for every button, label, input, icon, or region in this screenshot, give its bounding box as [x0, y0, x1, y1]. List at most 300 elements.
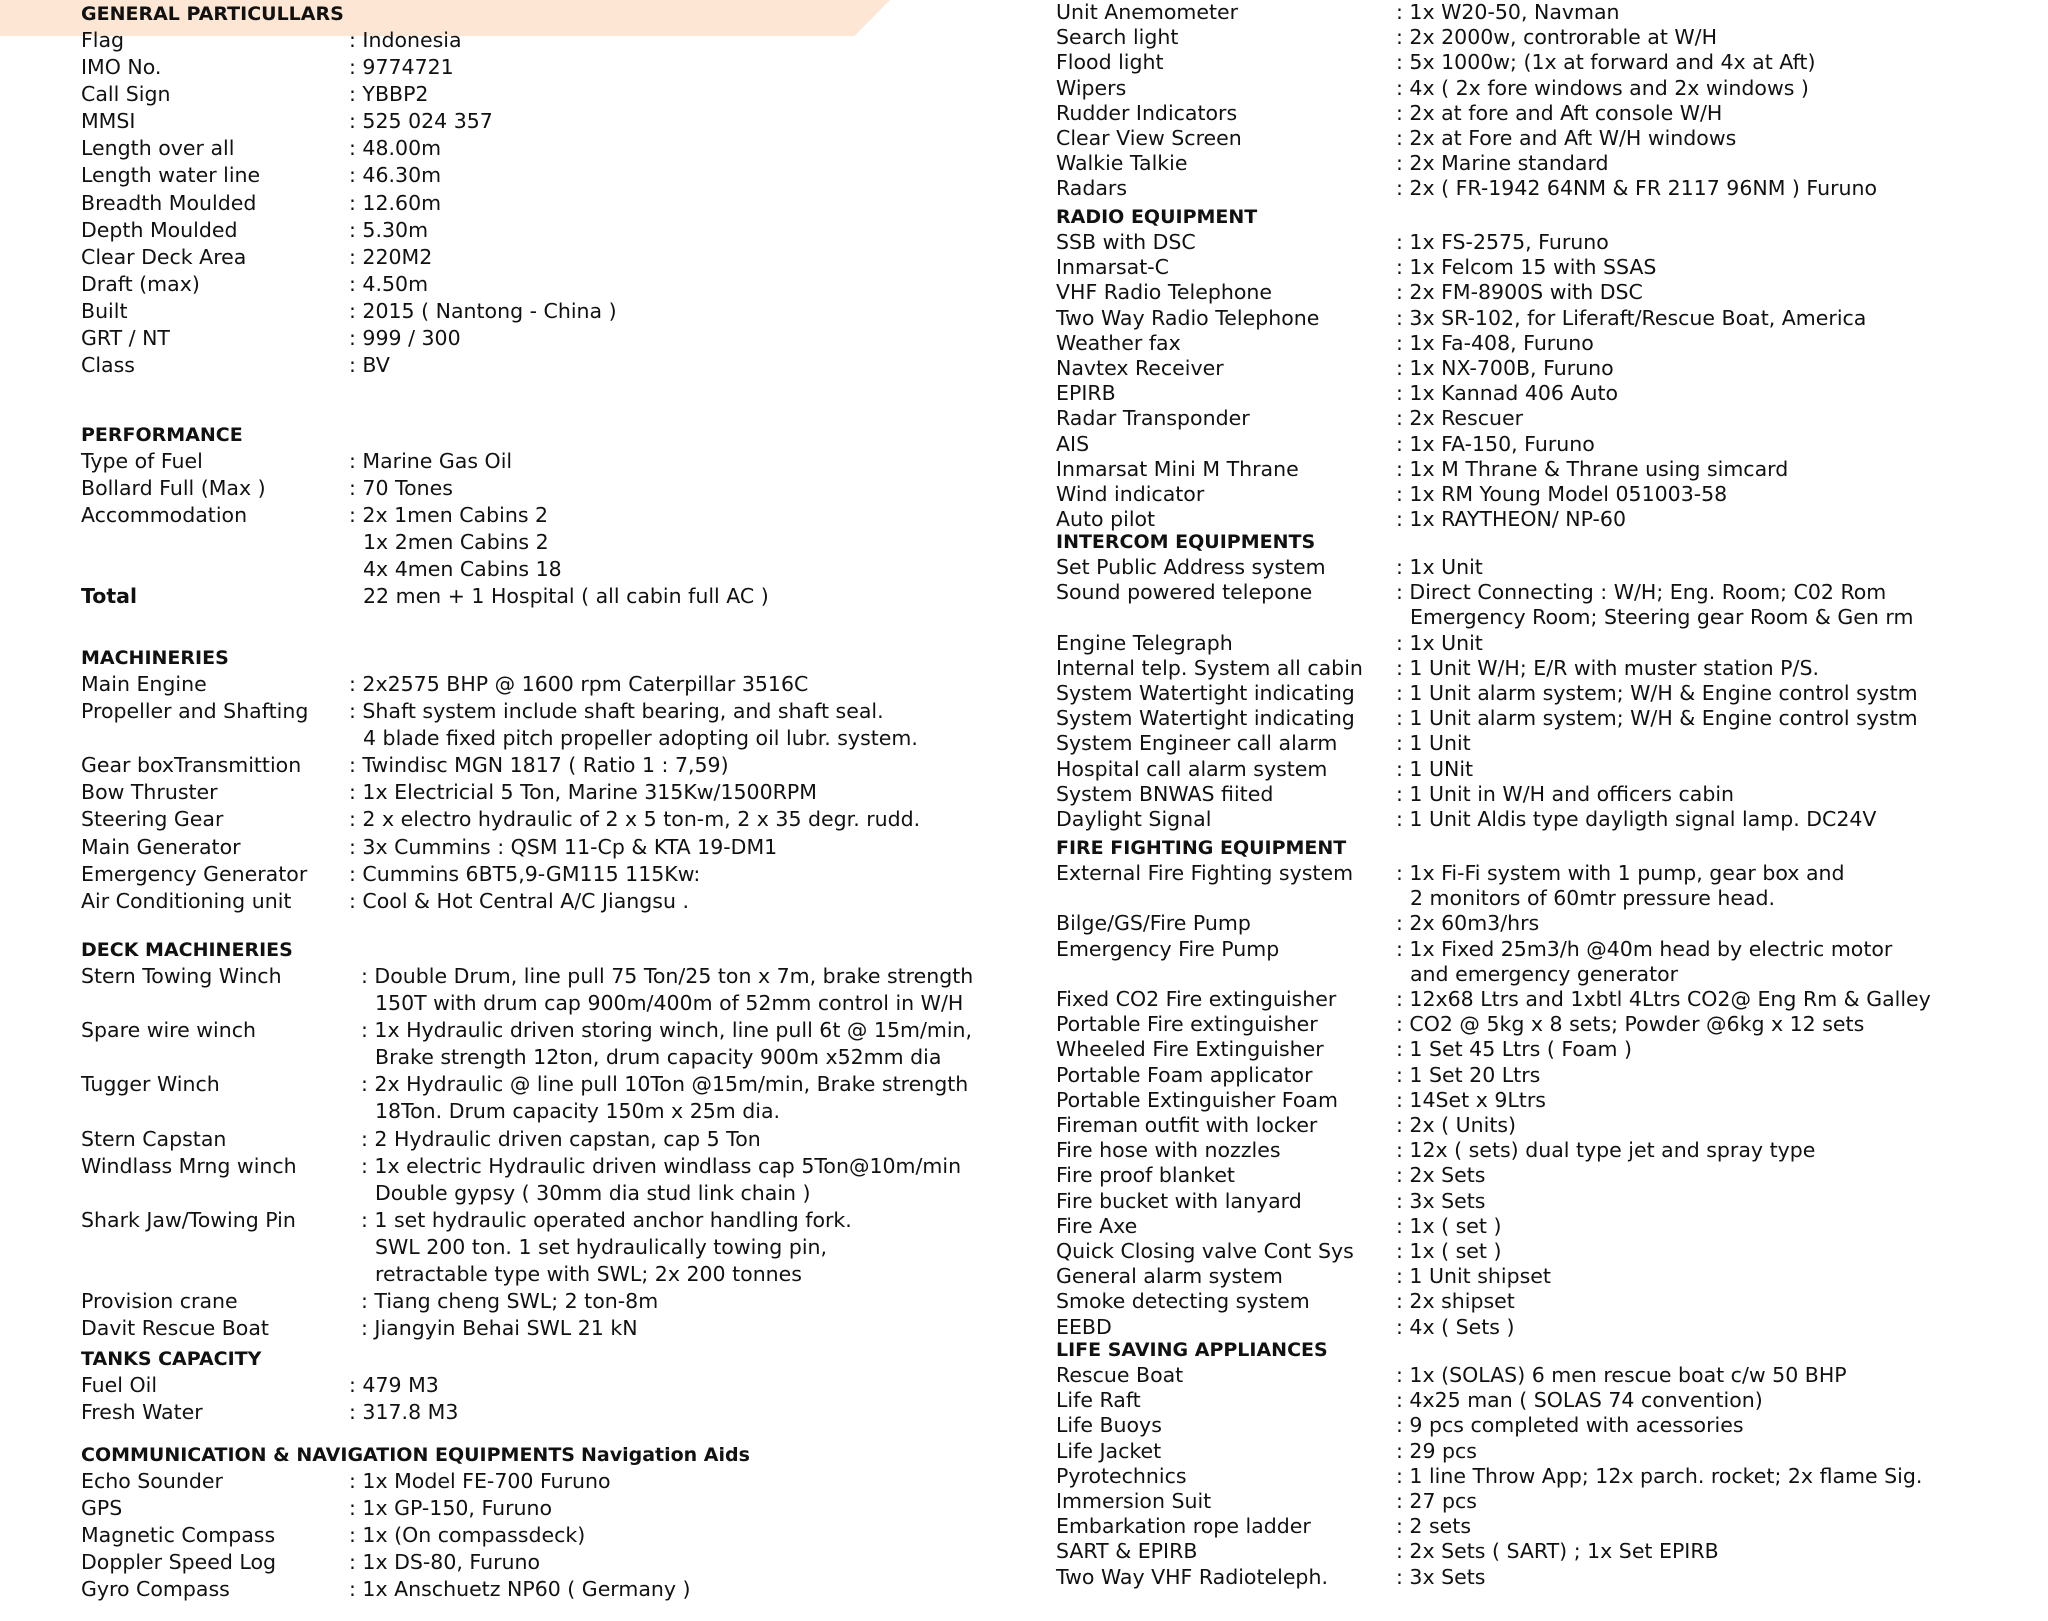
spec-label: Provision crane	[81, 1289, 238, 1314]
spec-label: Magnetic Compass	[81, 1523, 276, 1548]
spec-value-line: : 2x ( FR-1942 64NM & FR 2117 96NM ) Furuno	[1396, 176, 1878, 201]
spec-row	[1056, 631, 2046, 656]
spec-value-line: : Tiang cheng SWL; 2 ton-8m	[361, 1289, 659, 1314]
spec-value	[1396, 176, 2046, 201]
spec-label: Spare wire winch	[81, 1018, 256, 1043]
spec-value-line: : 1x NX-700B, Furuno	[1396, 356, 1614, 381]
section-heading	[81, 938, 1041, 963]
spec-label: SSB with DSC	[1056, 230, 1196, 254]
spec-label: AIS	[1056, 431, 1090, 456]
spec-label: VHF Radio Telephone	[1056, 280, 1272, 305]
spec-value	[1396, 432, 2046, 457]
spec-value	[1396, 1413, 2046, 1438]
spec-value	[1396, 101, 2046, 126]
spec-value-line: retractable type with SWL; 2x 200 tonnes	[375, 1262, 802, 1287]
section-heading	[81, 1347, 1041, 1372]
spec-value	[349, 217, 1041, 244]
spec-row	[1056, 432, 2046, 457]
section-heading	[1056, 836, 2046, 861]
spec-value-line: : 1 Unit W/H; E/R with muster station P/S.	[1396, 655, 1819, 680]
spec-row	[81, 1207, 1041, 1288]
spec-value-line: and emergency generator	[1410, 961, 1679, 986]
spec-row	[1056, 1113, 2046, 1138]
spec-value-line: : 1 UNit	[1396, 756, 1474, 781]
spec-value-line: : 2x2575 BHP @ 1600 rpm Caterpillar 3516C	[349, 672, 809, 696]
spec-label: Life Buoys	[1056, 1413, 1162, 1438]
spec-value-line: : 4x ( 2x fore windows and 2x windows )	[1396, 75, 1809, 100]
spec-value	[349, 81, 1041, 108]
spec-value-line: : 9 pcs completed with acessories	[1396, 1413, 1744, 1438]
spec-row	[81, 1522, 1041, 1549]
spec-label: Set Public Address system	[1056, 555, 1326, 579]
spec-value-line: : 1x FS-2575, Furuno	[1396, 230, 1609, 254]
section-intercom-equipments	[1056, 530, 2046, 832]
spec-value	[1396, 555, 2046, 580]
spec-value-line: : 70 Tones	[349, 476, 453, 501]
spec-value	[1396, 406, 2046, 431]
spec-label: Type of Fuel	[81, 449, 203, 473]
section-fire-fighting-equipment	[1056, 836, 2046, 1340]
spec-value-line: : 1 Unit Aldis type dayligth signal lamp. DC24V	[1396, 807, 1877, 832]
spec-row	[81, 475, 1041, 502]
spec-label: Tugger Winch	[81, 1072, 220, 1097]
spec-value-line: : 1x M Thrane & Thrane using simcard	[1396, 456, 1789, 481]
spec-row	[1056, 101, 2046, 126]
spec-value	[349, 448, 1041, 475]
spec-value	[1396, 356, 2046, 381]
spec-row	[81, 502, 1041, 583]
spec-label: Portable Extinguisher Foam	[1056, 1087, 1338, 1112]
spec-row	[1056, 937, 2046, 987]
spec-value-line: : 1 Unit alarm system; W/H & Engine control systm	[1396, 681, 1918, 706]
spec-value-line: : 4x25 man ( SOLAS 74 convention)	[1396, 1388, 1763, 1413]
spec-value	[1396, 911, 2046, 936]
spec-label: System Engineer call alarm	[1056, 731, 1338, 756]
spec-value-line: : 1x ( set )	[1396, 1239, 1502, 1264]
spec-label: Emergency Generator	[81, 861, 308, 886]
spec-label: Walkie Talkie	[1056, 151, 1188, 176]
spec-row	[1056, 1189, 2046, 1214]
spec-value-line: : 1 Unit alarm system; W/H & Engine control systm	[1396, 706, 1918, 731]
spec-label: Two Way VHF Radioteleph.	[1056, 1564, 1328, 1589]
spec-value	[361, 1288, 1041, 1315]
spec-value-line: : 14Set x 9Ltrs	[1396, 1087, 1546, 1112]
spec-value	[349, 502, 1041, 583]
spec-value	[1396, 1464, 2046, 1489]
spec-value-line: : 1 line Throw App; 12x parch. rocket; 2x flame Sig.	[1396, 1463, 1923, 1488]
spec-row	[81, 298, 1041, 325]
spec-value	[1396, 1163, 2046, 1188]
spec-label: Fire bucket with lanyard	[1056, 1188, 1302, 1213]
spec-value	[1396, 757, 2046, 782]
spec-row	[1056, 255, 2046, 280]
spec-value-line: : YBBP2	[349, 82, 429, 107]
spec-value-line: : 1x Fa-408, Furuno	[1396, 330, 1594, 355]
spec-value	[1396, 937, 2046, 987]
spec-value-line: : 12.60m	[349, 190, 442, 215]
spec-label: Main Generator	[81, 834, 241, 859]
spec-value-line: : 3x Cummins : QSM 11-Cp & KTA 19-DM1	[349, 834, 778, 859]
spec-label: Engine Telegraph	[1056, 630, 1233, 655]
spec-value-line: SWL 200 ton. 1 set hydraulically towing pin,	[375, 1234, 828, 1259]
spec-row	[1056, 1514, 2046, 1539]
section-performance	[81, 423, 1041, 611]
spec-value	[361, 1315, 1041, 1342]
section-title: MACHINERIES	[81, 647, 229, 669]
spec-label: Internal telp. System all cabin	[1056, 655, 1363, 680]
section-title: DECK MACHINERIES	[81, 939, 293, 961]
spec-value	[349, 271, 1041, 298]
spec-value	[349, 1468, 1041, 1495]
spec-label: Portable Fire extinguisher	[1056, 1012, 1318, 1037]
spec-label: Shark Jaw/Towing Pin	[81, 1207, 296, 1232]
section-title: TANKS CAPACITY	[81, 1348, 262, 1370]
spec-value-line: : 2x shipset	[1396, 1289, 1515, 1314]
spec-value	[1396, 50, 2046, 75]
spec-value	[1396, 1439, 2046, 1464]
spec-value-line: : 2x 1men Cabins 2	[349, 503, 549, 528]
spec-row	[81, 888, 1041, 915]
spec-row	[81, 448, 1041, 475]
spec-value-line: : 1x Kannad 406 Auto	[1396, 381, 1619, 406]
spec-label: Life Jacket	[1056, 1438, 1162, 1463]
spec-value-line: : 479 M3	[349, 1373, 439, 1397]
spec-row	[81, 698, 1041, 752]
spec-label: Propeller and Shafting	[81, 699, 309, 724]
spec-label: Echo Sounder	[81, 1469, 223, 1493]
spec-row	[1056, 1413, 2046, 1438]
spec-label: Flood light	[1056, 50, 1164, 75]
spec-row	[81, 190, 1041, 217]
spec-value	[1396, 1239, 2046, 1264]
section-general-particullars	[81, 2, 1041, 379]
spec-value	[1396, 1214, 2046, 1239]
spec-value	[1396, 706, 2046, 731]
spec-row	[81, 1468, 1041, 1495]
section-title: GENERAL PARTICULLARS	[81, 3, 344, 25]
spec-value-line: : 1 Unit shipset	[1396, 1264, 1551, 1289]
spec-value-line: : Jiangyin Behai SWL 21 kN	[361, 1316, 638, 1341]
spec-value-line: : 2x FM-8900S with DSC	[1396, 280, 1643, 305]
spec-value	[349, 779, 1041, 806]
spec-row	[1056, 681, 2046, 706]
spec-value	[349, 244, 1041, 271]
spec-label: Draft (max)	[81, 271, 200, 296]
spec-label: Gyro Compass	[81, 1577, 230, 1602]
spec-value	[349, 108, 1041, 135]
spec-row	[81, 583, 1041, 610]
spec-value-line: : 1x (SOLAS) 6 men rescue boat c/w 50 BHP	[1396, 1363, 1847, 1387]
spec-value-line: : Cummins 6BT5,9-GM115 115Kw:	[349, 861, 701, 886]
spec-row	[1056, 230, 2046, 255]
spec-value	[1396, 230, 2046, 255]
spec-value	[349, 162, 1041, 189]
spec-row	[1056, 757, 2046, 782]
spec-label: MMSI	[81, 109, 136, 134]
section-heading	[81, 646, 1041, 671]
spec-value-line: : 525 024 357	[349, 109, 493, 134]
spec-value-line: : 1x Unit	[1396, 630, 1483, 655]
spec-value	[1396, 1539, 2046, 1564]
spec-label: System Watertight indicating	[1056, 706, 1355, 731]
spec-value-line: 1x 2men Cabins 2	[363, 530, 549, 555]
spec-value	[1396, 861, 2046, 911]
spec-label: EEBD	[1056, 1314, 1112, 1339]
spec-value	[1396, 580, 2046, 630]
spec-label: Windlass Mrng winch	[81, 1153, 297, 1178]
spec-row	[1056, 1214, 2046, 1239]
spec-label: Bollard Full (Max )	[81, 476, 266, 501]
spec-label: Breadth Moulded	[81, 190, 257, 215]
spec-label: Call Sign	[81, 82, 171, 107]
spec-value-line: : 1x RM Young Model 051003-58	[1396, 482, 1728, 507]
spec-value-line: : CO2 @ 5kg x 8 sets; Powder @6kg x 12 sets	[1396, 1012, 1865, 1037]
spec-value	[349, 806, 1041, 833]
spec-row	[1056, 1289, 2046, 1314]
spec-label: External Fire Fighting system	[1056, 861, 1354, 885]
spec-value-line: : 2x 2000w, controrable at W/H	[1396, 25, 1717, 50]
spec-value	[1396, 151, 2046, 176]
spec-label: Class	[81, 353, 135, 378]
spec-value-line: : 1 Unit	[1396, 731, 1471, 756]
section-title: LIFE SAVING APPLIANCES	[1056, 1339, 1328, 1361]
spec-row	[1056, 50, 2046, 75]
spec-label: Bilge/GS/Fire Pump	[1056, 911, 1251, 936]
spec-value	[349, 325, 1041, 352]
spec-value	[1396, 1063, 2046, 1088]
spec-label: Navtex Receiver	[1056, 356, 1224, 381]
spec-row	[81, 1372, 1041, 1399]
section-title-suffix: Navigation Aids	[580, 1444, 750, 1466]
spec-label: GRT / NT	[81, 326, 170, 351]
spec-value	[349, 834, 1041, 861]
spec-label: Fuel Oil	[81, 1373, 158, 1397]
spec-row	[1056, 807, 2046, 832]
spec-row	[1056, 1315, 2046, 1340]
spec-row	[1056, 656, 2046, 681]
spec-row	[1056, 911, 2046, 936]
section-title: PERFORMANCE	[81, 424, 243, 446]
spec-label: Bow Thruster	[81, 780, 218, 805]
spec-value	[1396, 482, 2046, 507]
spec-value	[361, 963, 1041, 1017]
spec-value	[1396, 280, 2046, 305]
spec-row	[81, 1495, 1041, 1522]
spec-value-line: 22 men + 1 Hospital ( all cabin full AC )	[363, 584, 769, 609]
spec-label: Wheeled Fire Extinguisher	[1056, 1037, 1324, 1062]
spec-value-line: : 12x68 Ltrs and 1xbtl 4Ltrs CO2@ Eng Rm & Galley	[1396, 987, 1931, 1012]
spec-value	[1396, 1138, 2046, 1163]
spec-value-line: : 2x Marine standard	[1396, 151, 1609, 176]
section-title: FIRE FIGHTING EQUIPMENT	[1056, 837, 1347, 859]
spec-value-line: : 1x ( set )	[1396, 1213, 1502, 1238]
spec-row	[81, 671, 1041, 698]
spec-row	[1056, 306, 2046, 331]
spec-value-line: : 2x Sets	[1396, 1163, 1486, 1188]
spec-row	[1056, 176, 2046, 201]
spec-row	[1056, 280, 2046, 305]
spec-value-line: : Marine Gas Oil	[349, 449, 513, 473]
spec-label: Radars	[1056, 176, 1128, 201]
spec-row	[1056, 1138, 2046, 1163]
spec-row	[1056, 555, 2046, 580]
spec-value-line: : Shaft system include shaft bearing, and shaft seal.	[349, 699, 884, 724]
section-heading	[81, 1443, 1041, 1468]
section-title: RADIO EQUIPMENT	[1056, 206, 1258, 228]
spec-label: Length over all	[81, 136, 235, 161]
spec-label: Fire hose with nozzles	[1056, 1138, 1281, 1163]
spec-label: Wipers	[1056, 75, 1127, 100]
section-top	[1056, 0, 2046, 202]
spec-label: Two Way Radio Telephone	[1056, 305, 1320, 330]
spec-value-line: : 2 x electro hydraulic of 2 x 5 ton-m, 2 x 35 degr. rudd.	[349, 807, 921, 832]
spec-label: Hospital call alarm system	[1056, 756, 1328, 781]
spec-label: Life Raft	[1056, 1388, 1141, 1413]
spec-value	[1396, 1012, 2046, 1037]
spec-value	[1396, 1113, 2046, 1138]
spec-label: Search light	[1056, 25, 1179, 50]
spec-value-line: 4 blade fixed pitch propeller adopting oil lubr. system.	[363, 726, 918, 751]
spec-row	[81, 834, 1041, 861]
section-life-saving-appliances	[1056, 1338, 2046, 1590]
spec-label: Main Engine	[81, 672, 207, 696]
spec-row	[1056, 1363, 2046, 1388]
spec-row	[81, 861, 1041, 888]
spec-value	[1396, 76, 2046, 101]
spec-label: General alarm system	[1056, 1264, 1283, 1289]
section-heading	[81, 2, 1041, 27]
spec-value-line: : 5x 1000w; (1x at forward and 4x at Aft)	[1396, 50, 1816, 75]
spec-row	[1056, 457, 2046, 482]
spec-value	[349, 1399, 1041, 1426]
spec-value	[1396, 1189, 2046, 1214]
spec-label: Fresh Water	[81, 1400, 203, 1425]
spec-label: Immersion Suit	[1056, 1489, 1212, 1514]
spec-value	[349, 352, 1041, 379]
spec-label: Air Conditioning unit	[81, 888, 292, 913]
spec-value-line: Brake strength 12ton, drum capacity 900m x52mm dia	[375, 1045, 942, 1070]
spec-value-line: : 12x ( sets) dual type jet and spray type	[1396, 1138, 1816, 1163]
spec-value-line: 4x 4men Cabins 18	[363, 557, 562, 582]
spec-value-line: 18Ton. Drum capacity 150m x 25m dia.	[375, 1099, 781, 1124]
spec-row	[1056, 731, 2046, 756]
spec-value	[1396, 1037, 2046, 1062]
spec-value-line: : 2 Hydraulic driven capstan, cap 5 Ton	[361, 1126, 761, 1151]
spec-value-line: : 1x Felcom 15 with SSAS	[1396, 255, 1657, 280]
spec-value-line: : 1x (On compassdeck)	[349, 1523, 586, 1548]
spec-value	[1396, 807, 2046, 832]
spec-label: Portable Foam applicator	[1056, 1062, 1313, 1087]
spec-row	[81, 1288, 1041, 1315]
spec-row	[1056, 1464, 2046, 1489]
spec-label: System Watertight indicating	[1056, 681, 1355, 706]
spec-row	[81, 27, 1041, 54]
spec-row	[81, 54, 1041, 81]
spec-value	[349, 752, 1041, 779]
spec-value	[1396, 1363, 2046, 1388]
spec-value-line: : 1x Hydraulic driven storing winch, line pull 6t @ 15m/min,	[361, 1018, 973, 1043]
spec-value	[349, 1576, 1041, 1603]
spec-label: Auto pilot	[1056, 507, 1156, 532]
spec-label: Smoke detecting system	[1056, 1289, 1310, 1314]
spec-value-line: : 1x Model FE-700 Furuno	[349, 1469, 611, 1493]
spec-label: Gear boxTransmittion	[81, 753, 302, 778]
spec-value	[1396, 0, 2046, 25]
spec-value-line: : 1x W20-50, Navman	[1396, 0, 1620, 24]
spec-value	[1396, 681, 2046, 706]
spec-row	[1056, 126, 2046, 151]
spec-value	[349, 861, 1041, 888]
spec-value-line: : 999 / 300	[349, 326, 461, 351]
spec-label: Daylight Signal	[1056, 807, 1212, 832]
spec-row	[81, 108, 1041, 135]
spec-row	[1056, 1037, 2046, 1062]
spec-label: Fixed CO2 Fire extinguisher	[1056, 987, 1337, 1012]
spec-value-line: : 1 Set 20 Ltrs	[1396, 1062, 1541, 1087]
spec-label: Weather fax	[1056, 330, 1181, 355]
spec-value-line: : 1x GP-150, Furuno	[349, 1496, 553, 1521]
spec-value-line: : 2x 60m3/hrs	[1396, 911, 1540, 936]
spec-label: Stern Towing Winch	[81, 964, 282, 988]
spec-value	[1396, 1088, 2046, 1113]
spec-value-line: : 3x Sets	[1396, 1188, 1486, 1213]
spec-label: Fire Axe	[1056, 1213, 1138, 1238]
spec-value	[1396, 331, 2046, 356]
spec-value-line: Double gypsy ( 30mm dia stud link chain )	[375, 1180, 811, 1205]
spec-label: Sound powered telepone	[1056, 580, 1313, 605]
spec-value	[349, 475, 1041, 502]
spec-row	[1056, 482, 2046, 507]
spec-value	[1396, 381, 2046, 406]
spec-row	[1056, 782, 2046, 807]
spec-row	[81, 1399, 1041, 1426]
spec-label: Accommodation	[81, 503, 248, 528]
spec-value-line: : 2x ( Units)	[1396, 1113, 1517, 1138]
spec-value	[1396, 1264, 2046, 1289]
spec-value-line: : 2x Sets ( SART) ; 1x Set EPIRB	[1396, 1539, 1719, 1564]
spec-value	[1396, 255, 2046, 280]
section-heading	[1056, 205, 2046, 230]
spec-row	[81, 1576, 1041, 1603]
spec-value	[349, 298, 1041, 325]
spec-value-line: : 48.00m	[349, 136, 442, 161]
spec-row	[81, 162, 1041, 189]
section-deck-machineries	[81, 938, 1041, 1342]
spec-value	[361, 1207, 1041, 1288]
spec-value	[1396, 1565, 2046, 1590]
spec-value-line: : Indonesia	[349, 28, 462, 52]
spec-row	[81, 135, 1041, 162]
spec-row	[1056, 1163, 2046, 1188]
spec-row	[1056, 1539, 2046, 1564]
spec-value-line: : Direct Connecting : W/H; Eng. Room; C02 Rom	[1396, 580, 1887, 605]
spec-row	[81, 325, 1041, 352]
section-communication-navigation-equipments	[81, 1443, 1041, 1603]
spec-value	[1396, 656, 2046, 681]
spec-row	[1056, 987, 2046, 1012]
spec-row	[81, 352, 1041, 379]
spec-row	[1056, 356, 2046, 381]
spec-value-line: : 1 Unit in W/H and officers cabin	[1396, 781, 1735, 806]
spec-value-line: : 2x Hydraulic @ line pull 10Ton @15m/min, Brake strength	[361, 1072, 969, 1097]
spec-row	[81, 217, 1041, 244]
spec-label: Wind indicator	[1056, 482, 1205, 507]
spec-value	[361, 1017, 1041, 1071]
spec-value	[1396, 782, 2046, 807]
spec-value	[361, 1126, 1041, 1153]
spec-value-line: : 1x electric Hydraulic driven windlass cap 5Ton@10m/min	[361, 1153, 962, 1178]
spec-value-line: : 1x Electricial 5 Ton, Marine 315Kw/1500RPM	[349, 780, 817, 805]
